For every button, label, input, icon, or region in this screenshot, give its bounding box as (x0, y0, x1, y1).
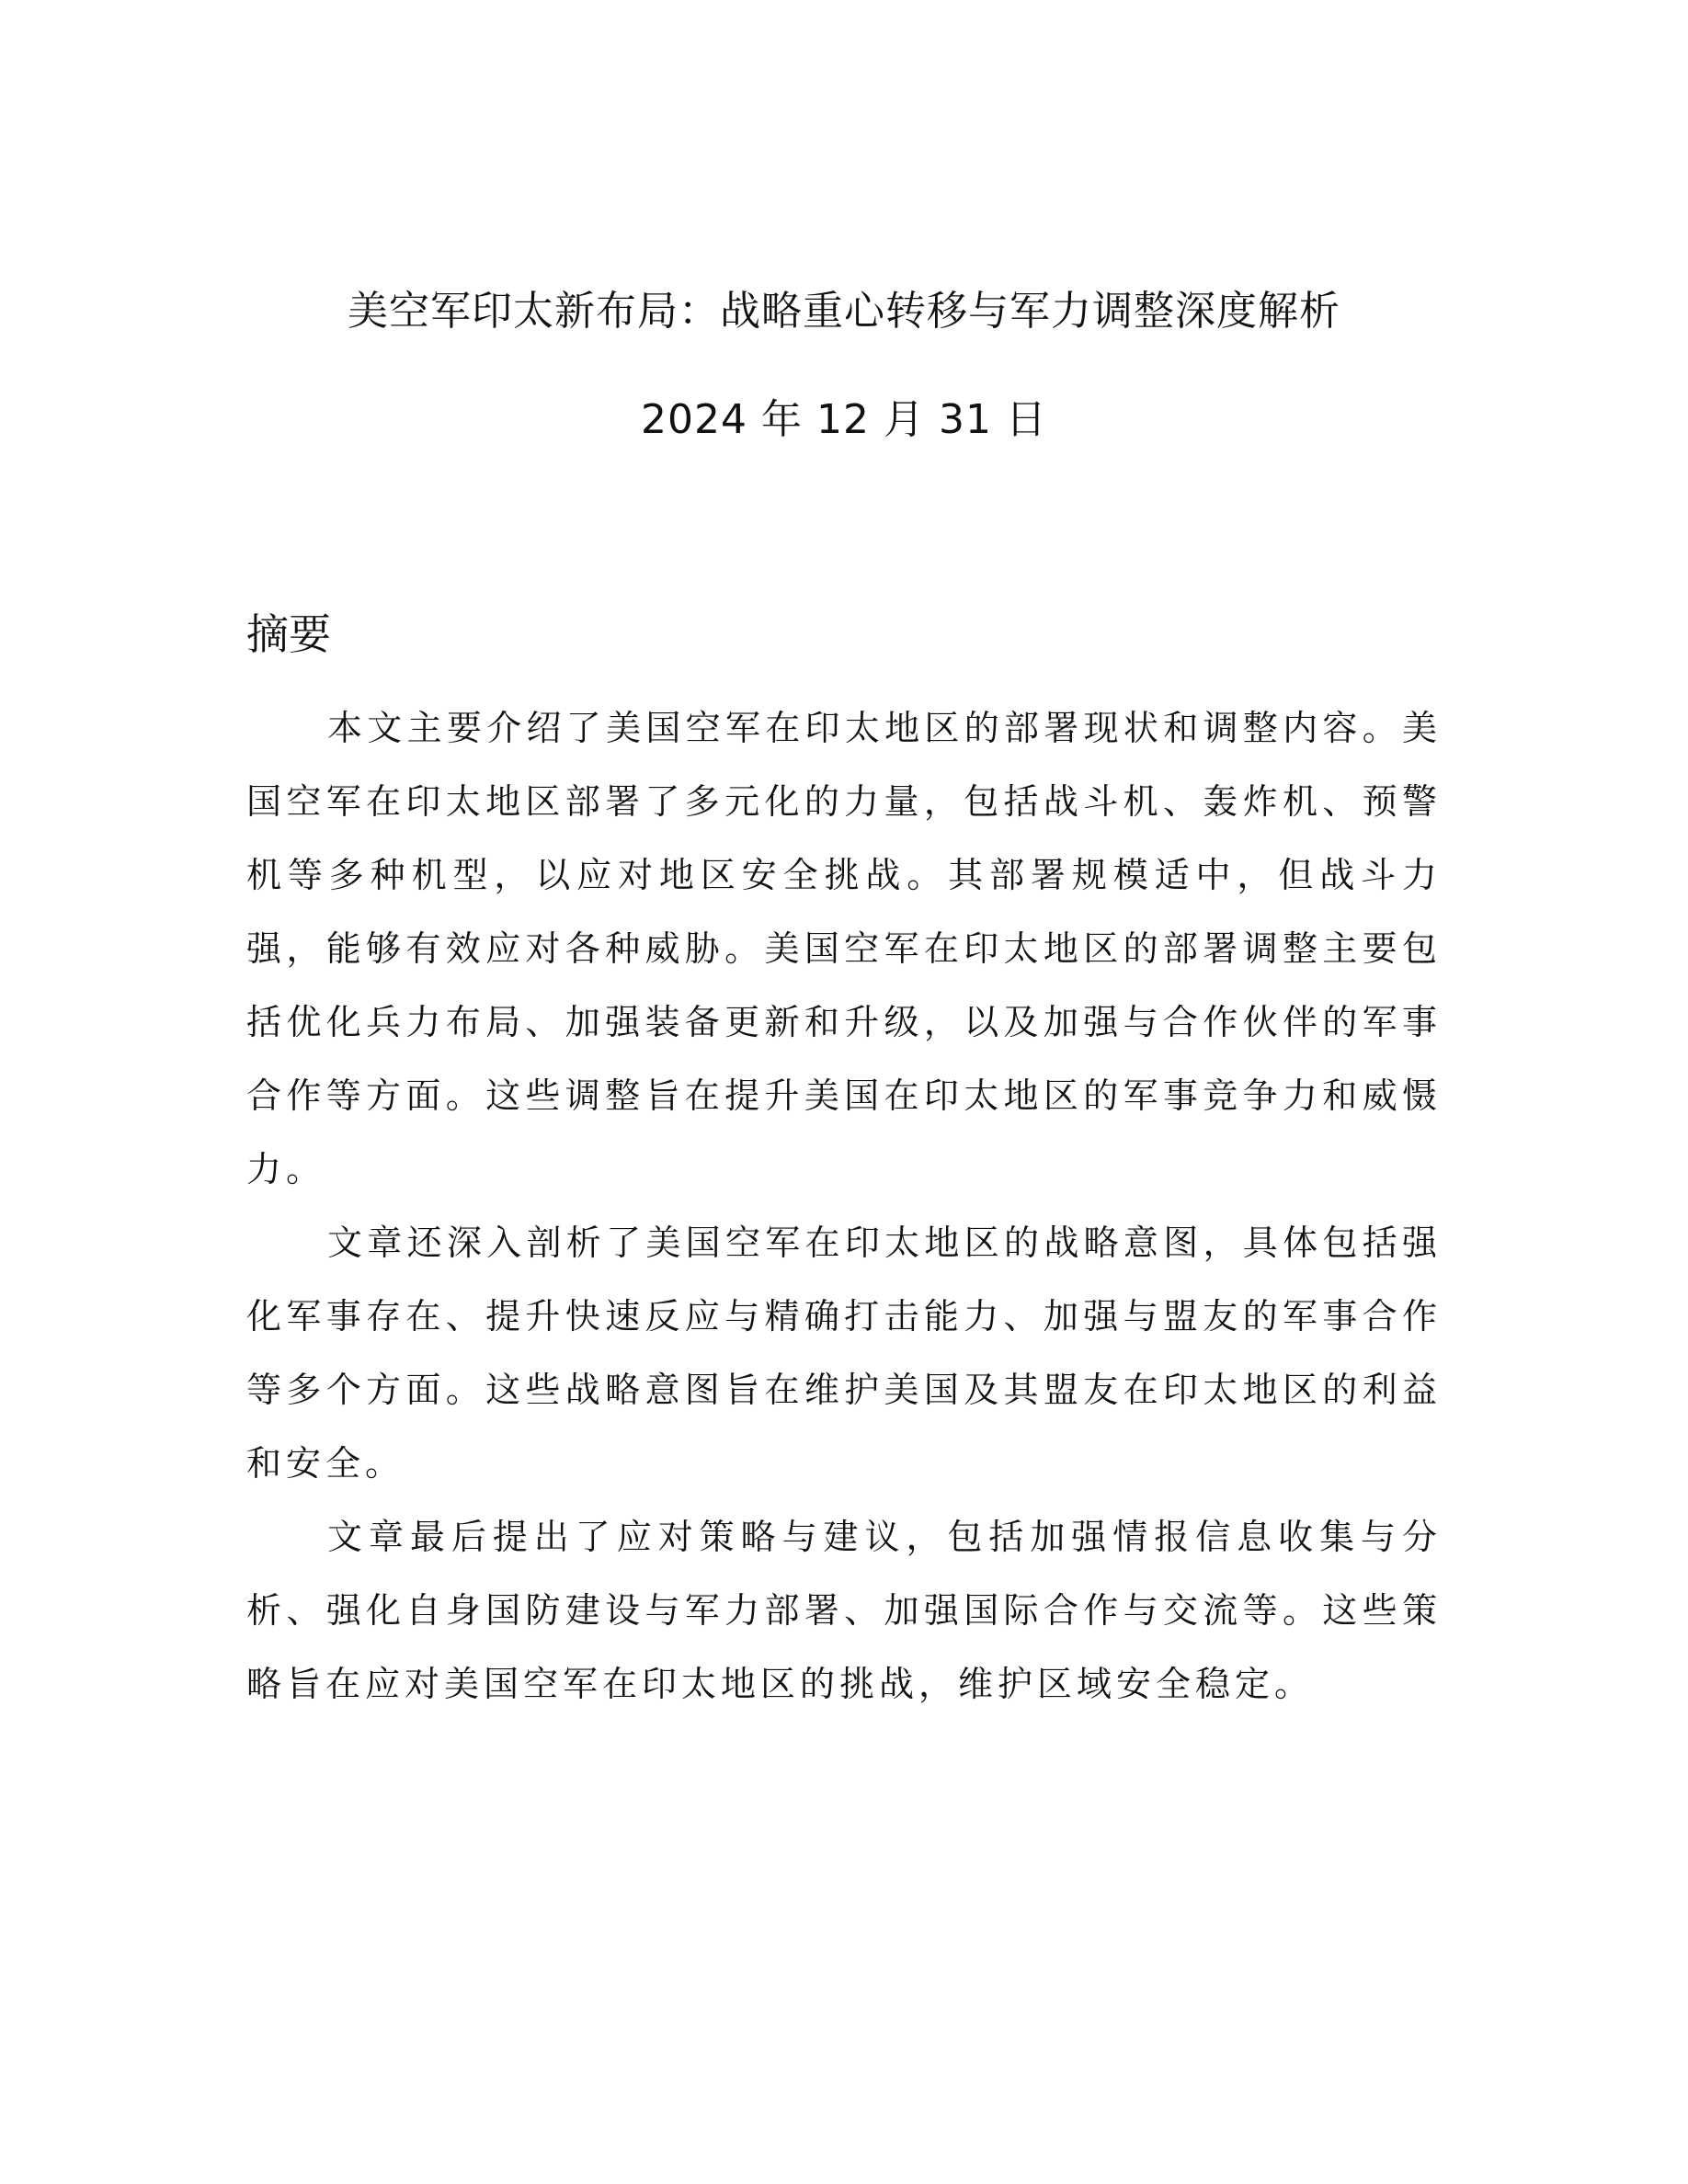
abstract-paragraph-3: 文章最后提出了应对策略与建议，包括加强情报信息收集与分析、强化自身国防建设与军力部署、加强国际合作与交流等。这些策略旨在应对美国空军在印太地区的挑战，维护区域安全稳定。 (246, 1517, 1442, 1704)
abstract-heading: 摘要 (246, 609, 331, 659)
abstract-paragraph-2: 文章还深入剖析了美国空军在印太地区的战略意图，具体包括强化军事存在、提升快速反应与精确打击能力、加强与盟友的军事合作等多个方面。这些战略意图旨在维护美国及其盟友在印太地区的利益和安全。 (246, 1223, 1442, 1484)
abstract-section (246, 597, 1442, 1721)
document-title: 美空军印太新布局：战略重心转移与军力调整深度解析 (348, 288, 1340, 335)
title-block (0, 271, 1688, 461)
document-date: 2024 年 12 月 31 日 (641, 396, 1047, 443)
abstract-paragraph-1: 本文主要介绍了美国空军在印太地区的部署现状和调整内容。美国空军在印太地区部署了多元化的力量，包括战斗机、轰炸机、预警机等多种机型，以应对地区安全挑战。其部署规模适中，但战斗力强，能够有效应对各种威胁。美国空军在印太地区的部署调整主要包括优化兵力布局、加强装备更新和升级，以及加强与合作伙伴的军事合作等方面。这些调整旨在提升美国在印太地区的军事竞争力和威慑力。 (246, 708, 1442, 1189)
